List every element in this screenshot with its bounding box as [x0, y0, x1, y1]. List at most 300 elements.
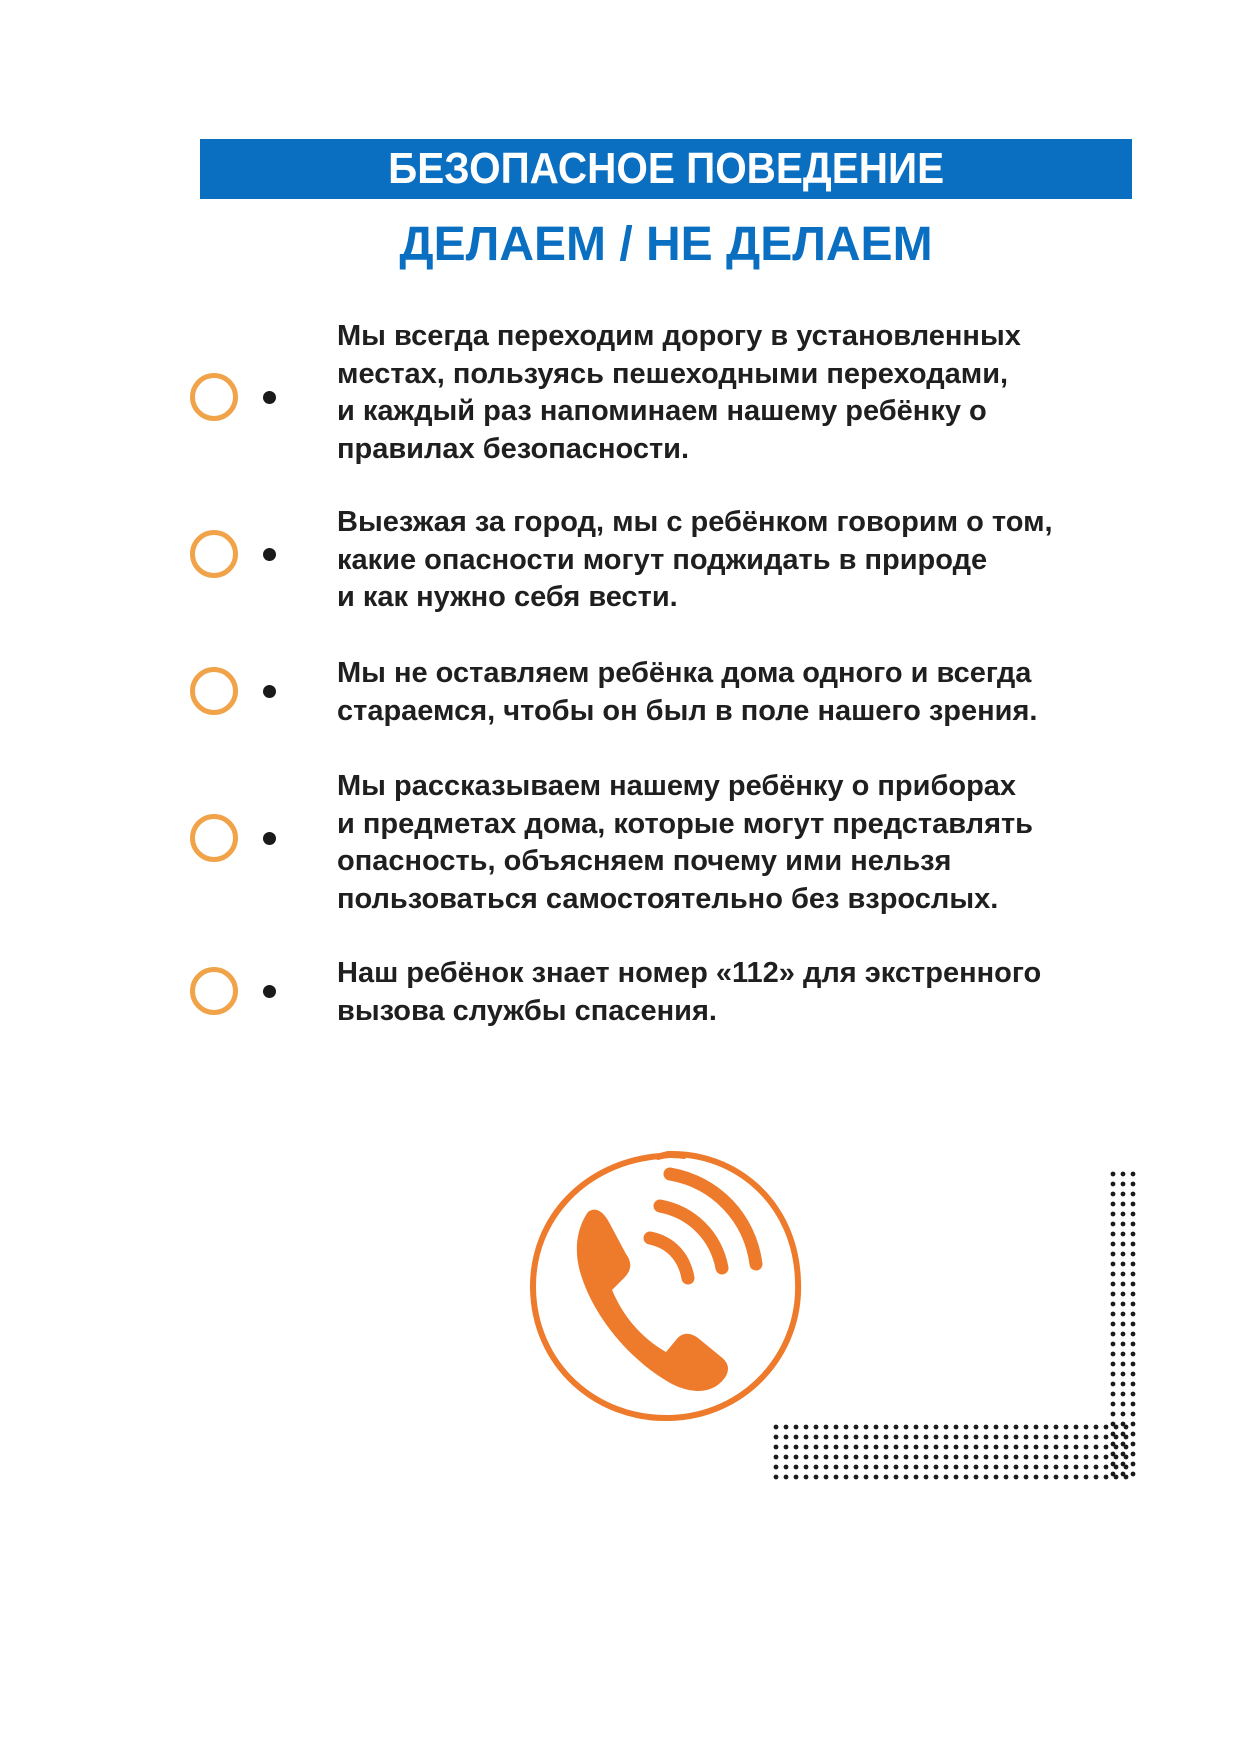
decor-dot	[1014, 1475, 1019, 1480]
decor-dot	[1124, 1445, 1129, 1450]
decor-dot	[784, 1425, 789, 1430]
decor-dot	[1121, 1412, 1126, 1417]
decor-dot	[784, 1435, 789, 1440]
list-item-text: Мы рассказываем нашему ребёнку о приборах и предметах дома, которые могут представлять опасность, объясняем почему ими нельзя пользоваться самостоятельно без взрослых.	[337, 770, 1034, 915]
decor-dot	[1024, 1445, 1029, 1450]
decor-dot	[1124, 1455, 1129, 1460]
decor-dot	[894, 1465, 899, 1470]
decor-dot	[794, 1475, 799, 1480]
decor-dot	[1004, 1455, 1009, 1460]
decor-dot	[1104, 1435, 1109, 1440]
decor-dot	[1094, 1435, 1099, 1440]
decor-dot	[854, 1445, 859, 1450]
decor-dot	[814, 1425, 819, 1430]
decor-dot	[864, 1425, 869, 1430]
decor-dot	[974, 1455, 979, 1460]
decor-dot	[894, 1425, 899, 1430]
decor-dot	[954, 1435, 959, 1440]
decor-dot	[924, 1425, 929, 1430]
decor-dot	[864, 1435, 869, 1440]
decor-dot	[1124, 1425, 1129, 1430]
decor-dot	[824, 1445, 829, 1450]
decor-dot	[884, 1465, 889, 1470]
decor-dot	[1131, 1242, 1136, 1247]
decor-dot	[914, 1465, 919, 1470]
decor-dot	[1131, 1332, 1136, 1337]
decor-dot	[844, 1435, 849, 1440]
decor-dot	[1121, 1362, 1126, 1367]
decor-dot	[1034, 1445, 1039, 1450]
decor-dot	[1094, 1425, 1099, 1430]
decor-dot	[894, 1435, 899, 1440]
decor-dot	[884, 1435, 889, 1440]
decor-dot	[984, 1425, 989, 1430]
decor-dot	[1014, 1435, 1019, 1440]
decor-dot	[804, 1465, 809, 1470]
decor-dot	[934, 1475, 939, 1480]
decor-dot	[1121, 1172, 1126, 1177]
decor-dot	[1034, 1425, 1039, 1430]
decor-dot	[1074, 1445, 1079, 1450]
decor-dot	[824, 1475, 829, 1480]
decor-dot	[864, 1475, 869, 1480]
decor-dot	[974, 1445, 979, 1450]
decor-dot	[1114, 1425, 1119, 1430]
decor-dot	[804, 1435, 809, 1440]
decor-dot	[884, 1455, 889, 1460]
decor-dot	[1111, 1222, 1116, 1227]
decor-dot	[1084, 1475, 1089, 1480]
decor-dot	[1131, 1452, 1136, 1457]
decor-dot	[1131, 1272, 1136, 1277]
decor-dot	[1024, 1465, 1029, 1470]
decor-dot	[864, 1445, 869, 1450]
decor-dot	[1104, 1475, 1109, 1480]
decor-dot	[1121, 1262, 1126, 1267]
decor-dot	[1131, 1462, 1136, 1467]
decor-dot	[904, 1425, 909, 1430]
decor-dot	[1064, 1425, 1069, 1430]
decor-dot	[1121, 1292, 1126, 1297]
decor-dot	[794, 1425, 799, 1430]
decor-dot	[1131, 1172, 1136, 1177]
decor-dot	[1111, 1302, 1116, 1307]
decor-dot	[814, 1445, 819, 1450]
decor-dot	[874, 1445, 879, 1450]
decor-dot	[884, 1475, 889, 1480]
decor-dot	[934, 1465, 939, 1470]
decor-dot	[1054, 1435, 1059, 1440]
decor-dot	[1121, 1242, 1126, 1247]
decor-dot	[784, 1455, 789, 1460]
decor-dot	[1114, 1445, 1119, 1450]
decor-dot	[1114, 1475, 1119, 1480]
decor-dot	[1121, 1322, 1126, 1327]
decor-dot	[844, 1465, 849, 1470]
decor-dot	[954, 1475, 959, 1480]
decor-dot	[1084, 1445, 1089, 1450]
decor-dot	[774, 1435, 779, 1440]
decor-dot	[994, 1425, 999, 1430]
decor-dot	[1121, 1402, 1126, 1407]
decor-dot	[1064, 1445, 1069, 1450]
decor-dot	[1111, 1272, 1116, 1277]
decor-dot	[1084, 1465, 1089, 1470]
decor-dot	[834, 1445, 839, 1450]
decor-dot	[1044, 1425, 1049, 1430]
decor-dot	[1064, 1465, 1069, 1470]
decor-dot	[1111, 1392, 1116, 1397]
decor-dot	[1084, 1455, 1089, 1460]
decor-dot	[874, 1475, 879, 1480]
decor-dot	[994, 1475, 999, 1480]
decor-dot	[774, 1455, 779, 1460]
decor-dot	[804, 1425, 809, 1430]
decor-dot	[1111, 1312, 1116, 1317]
page-subtitle: ДЕЛАЕМ / НЕ ДЕЛАЕМ	[399, 218, 933, 271]
decor-dot	[954, 1455, 959, 1460]
decor-dot	[774, 1475, 779, 1480]
decor-dot	[914, 1475, 919, 1480]
decor-dot	[1111, 1182, 1116, 1187]
decor-dot	[1014, 1455, 1019, 1460]
decor-dot	[824, 1455, 829, 1460]
decor-dot	[1111, 1212, 1116, 1217]
page-title: БЕЗОПАСНОЕ ПОВЕДЕНИЕ	[388, 144, 944, 193]
decor-dot	[964, 1465, 969, 1470]
decor-dot	[884, 1425, 889, 1430]
decor-dot	[1111, 1362, 1116, 1367]
decor-dot	[934, 1455, 939, 1460]
decor-dot	[1121, 1212, 1126, 1217]
decor-dot	[924, 1465, 929, 1470]
decor-dot	[1131, 1352, 1136, 1357]
decor-dot	[924, 1435, 929, 1440]
decor-dot	[1121, 1352, 1126, 1357]
decor-dot	[1131, 1262, 1136, 1267]
decor-dot	[944, 1445, 949, 1450]
decor-dot	[884, 1445, 889, 1450]
decor-dot	[1131, 1402, 1136, 1407]
decor-dot	[784, 1445, 789, 1450]
decor-dot	[1084, 1435, 1089, 1440]
decor-dot	[1121, 1332, 1126, 1337]
decor-dot	[1131, 1302, 1136, 1307]
decor-dot	[984, 1445, 989, 1450]
decor-dot	[1111, 1412, 1116, 1417]
decor-dot	[1121, 1252, 1126, 1257]
decor-dot	[974, 1425, 979, 1430]
decor-dot	[1131, 1202, 1136, 1207]
decor-dot	[1004, 1445, 1009, 1450]
decor-dot	[1131, 1392, 1136, 1397]
decor-dot	[1064, 1475, 1069, 1480]
list-item-text: Выезжая за город, мы с ребёнком говорим о том, какие опасности могут поджидать в природе и как нужно себя вести.	[337, 506, 1053, 613]
decor-dot	[844, 1475, 849, 1480]
decor-dot	[964, 1445, 969, 1450]
decor-dot	[1111, 1352, 1116, 1357]
decor-dot	[1111, 1342, 1116, 1347]
decor-dot	[874, 1435, 879, 1440]
decor-dot	[1044, 1455, 1049, 1460]
decor-dot	[784, 1465, 789, 1470]
decor-dot	[994, 1445, 999, 1450]
decor-dot	[794, 1435, 799, 1440]
decor-dot	[904, 1435, 909, 1440]
decor-dot	[854, 1425, 859, 1430]
decor-dot	[1044, 1475, 1049, 1480]
decor-dot	[1131, 1362, 1136, 1367]
decor-dot	[984, 1435, 989, 1440]
decor-dot	[1044, 1465, 1049, 1470]
decor-dot	[964, 1425, 969, 1430]
decor-dot	[954, 1425, 959, 1430]
list-item-text: Мы всегда переходим дорогу в установленных местах, пользуясь пешеходными переходами, и каждый раз напоминаем нашему ребёнку о правилах безопасности.	[337, 320, 1021, 465]
decor-dot	[1111, 1242, 1116, 1247]
decor-dot	[894, 1445, 899, 1450]
decor-dot	[984, 1475, 989, 1480]
decor-dot	[1054, 1475, 1059, 1480]
decor-dot	[1131, 1372, 1136, 1377]
decor-dot	[1121, 1312, 1126, 1317]
decor-dot	[1054, 1465, 1059, 1470]
decor-dot	[1111, 1202, 1116, 1207]
list-item-text: Мы не оставляем ребёнка дома одного и всегда стараемся, чтобы он был в поле нашего зрения.	[337, 657, 1038, 727]
decor-dot	[1024, 1435, 1029, 1440]
decor-dot	[1121, 1342, 1126, 1347]
decor-dot	[1131, 1472, 1136, 1477]
decor-dot	[1064, 1455, 1069, 1460]
decor-dot	[1004, 1475, 1009, 1480]
decor-dot	[1074, 1465, 1079, 1470]
decor-dot	[1121, 1372, 1126, 1377]
decor-dot	[814, 1455, 819, 1460]
decor-dot	[854, 1465, 859, 1470]
decor-dot	[1111, 1232, 1116, 1237]
decor-dot	[934, 1425, 939, 1430]
decor-dot	[1104, 1465, 1109, 1470]
decor-dot	[1034, 1435, 1039, 1440]
decor-dot	[814, 1435, 819, 1440]
decor-dot	[1094, 1445, 1099, 1450]
decor-dot	[1034, 1465, 1039, 1470]
decor-dot	[934, 1445, 939, 1450]
decor-dot	[824, 1465, 829, 1470]
decor-dot	[1131, 1382, 1136, 1387]
decor-dot	[1074, 1435, 1079, 1440]
decor-dot	[1121, 1202, 1126, 1207]
decor-dot	[1054, 1455, 1059, 1460]
decor-dot	[894, 1475, 899, 1480]
decor-dot	[1131, 1312, 1136, 1317]
decor-dot	[994, 1465, 999, 1470]
decor-dot	[994, 1455, 999, 1460]
decor-dot	[954, 1465, 959, 1470]
decor-dot	[1014, 1465, 1019, 1470]
decor-dot	[814, 1475, 819, 1480]
decor-dot	[1121, 1182, 1126, 1187]
decor-dot	[1044, 1435, 1049, 1440]
decor-dot	[1131, 1322, 1136, 1327]
decor-dot	[1014, 1445, 1019, 1450]
decor-dot	[864, 1465, 869, 1470]
decor-dot	[1131, 1442, 1136, 1447]
decor-dot	[854, 1455, 859, 1460]
decor-dot	[1054, 1425, 1059, 1430]
decor-dot	[834, 1465, 839, 1470]
decor-dot	[834, 1435, 839, 1440]
decor-dot	[984, 1455, 989, 1460]
decor-dot	[1124, 1435, 1129, 1440]
decor-dot	[944, 1455, 949, 1460]
decor-dot	[964, 1435, 969, 1440]
decor-dot	[944, 1425, 949, 1430]
decor-dot	[1131, 1232, 1136, 1237]
decor-dot	[1111, 1262, 1116, 1267]
decor-dot	[1111, 1402, 1116, 1407]
decor-dot	[1124, 1465, 1129, 1470]
decor-dot	[1034, 1455, 1039, 1460]
decor-dot	[1074, 1425, 1079, 1430]
decor-dot	[1064, 1435, 1069, 1440]
decor-dot	[1131, 1422, 1136, 1427]
decor-dot	[1104, 1455, 1109, 1460]
decor-dot	[1111, 1292, 1116, 1297]
decor-dot	[1014, 1425, 1019, 1430]
decor-dot	[804, 1445, 809, 1450]
decor-dot	[1074, 1455, 1079, 1460]
decor-dot	[1111, 1332, 1116, 1337]
decor-dot	[974, 1435, 979, 1440]
decor-dot	[904, 1455, 909, 1460]
decor-dot	[774, 1445, 779, 1450]
decor-dot	[804, 1475, 809, 1480]
decor-dot	[914, 1445, 919, 1450]
decor-dot	[1084, 1425, 1089, 1430]
decor-dot	[774, 1465, 779, 1470]
decor-dot	[1104, 1425, 1109, 1430]
decor-dot	[1094, 1465, 1099, 1470]
decor-dot	[1004, 1435, 1009, 1440]
decor-dot	[924, 1445, 929, 1450]
decor-dot	[1104, 1445, 1109, 1450]
decor-dot	[1094, 1455, 1099, 1460]
decor-dot	[1121, 1222, 1126, 1227]
decor-dot	[974, 1465, 979, 1470]
decor-dot	[994, 1435, 999, 1440]
decor-dot	[774, 1425, 779, 1430]
decor-dot	[1131, 1412, 1136, 1417]
decor-dot	[844, 1445, 849, 1450]
decor-dot	[914, 1435, 919, 1440]
decor-dot	[1004, 1425, 1009, 1430]
decor-dot	[1121, 1272, 1126, 1277]
decor-dot	[1024, 1455, 1029, 1460]
decor-dot	[1114, 1435, 1119, 1440]
decor-dot	[1131, 1432, 1136, 1437]
decor-dot	[1024, 1475, 1029, 1480]
decor-dot	[864, 1455, 869, 1460]
decor-dot	[844, 1455, 849, 1460]
decor-dot	[1111, 1322, 1116, 1327]
decor-dot	[894, 1455, 899, 1460]
decor-dot	[784, 1475, 789, 1480]
decor-dot	[1121, 1382, 1126, 1387]
decor-dot	[1131, 1212, 1136, 1217]
decor-dot	[1121, 1392, 1126, 1397]
decor-dot	[1004, 1465, 1009, 1470]
decor-dot	[1111, 1172, 1116, 1177]
decor-dot	[834, 1425, 839, 1430]
decor-dot	[874, 1465, 879, 1470]
decor-dot	[844, 1425, 849, 1430]
decor-dot	[944, 1435, 949, 1440]
decor-dot	[1111, 1372, 1116, 1377]
decor-dot	[824, 1425, 829, 1430]
decor-dot	[1131, 1182, 1136, 1187]
decor-dot	[964, 1475, 969, 1480]
decor-dot	[1034, 1475, 1039, 1480]
decor-dot	[1121, 1282, 1126, 1287]
decor-dot	[1111, 1192, 1116, 1197]
decor-dot	[1121, 1232, 1126, 1237]
decor-dot	[1044, 1445, 1049, 1450]
decor-dot	[1131, 1292, 1136, 1297]
decor-dot	[1111, 1382, 1116, 1387]
decor-dot	[874, 1425, 879, 1430]
decor-dot	[1114, 1455, 1119, 1460]
decor-dot	[794, 1445, 799, 1450]
decor-dot	[834, 1475, 839, 1480]
decor-dot	[984, 1465, 989, 1470]
decor-dot	[804, 1455, 809, 1460]
decor-dot	[944, 1475, 949, 1480]
decor-dot	[924, 1455, 929, 1460]
decor-dot	[814, 1465, 819, 1470]
decor-dot	[1121, 1302, 1126, 1307]
decor-dot	[914, 1455, 919, 1460]
decor-dot	[964, 1455, 969, 1460]
decor-dot	[974, 1475, 979, 1480]
decor-dot	[1131, 1282, 1136, 1287]
decor-dot	[934, 1435, 939, 1440]
decor-dot	[854, 1435, 859, 1440]
decor-dot	[954, 1445, 959, 1450]
decor-dot	[904, 1445, 909, 1450]
decor-dot	[904, 1475, 909, 1480]
decor-dot	[924, 1475, 929, 1480]
decor-dot	[1024, 1425, 1029, 1430]
decor-dot	[1121, 1192, 1126, 1197]
decor-dot	[1094, 1475, 1099, 1480]
decor-dot	[794, 1455, 799, 1460]
decor-dot	[1131, 1222, 1136, 1227]
decor-dot	[1131, 1192, 1136, 1197]
decor-dot	[1124, 1475, 1129, 1480]
decor-dot	[824, 1435, 829, 1440]
decor-dot	[904, 1465, 909, 1470]
decor-dot	[1131, 1342, 1136, 1347]
decor-dot	[1111, 1282, 1116, 1287]
decor-dot	[874, 1455, 879, 1460]
decor-dot	[914, 1425, 919, 1430]
decor-dot	[854, 1475, 859, 1480]
decor-dot	[1111, 1252, 1116, 1257]
decor-dot	[1131, 1252, 1136, 1257]
decor-dot	[1114, 1465, 1119, 1470]
decor-dot	[944, 1465, 949, 1470]
list-item-text: Наш ребёнок знает номер «112» для экстренного вызова службы спасения.	[337, 957, 1042, 1027]
